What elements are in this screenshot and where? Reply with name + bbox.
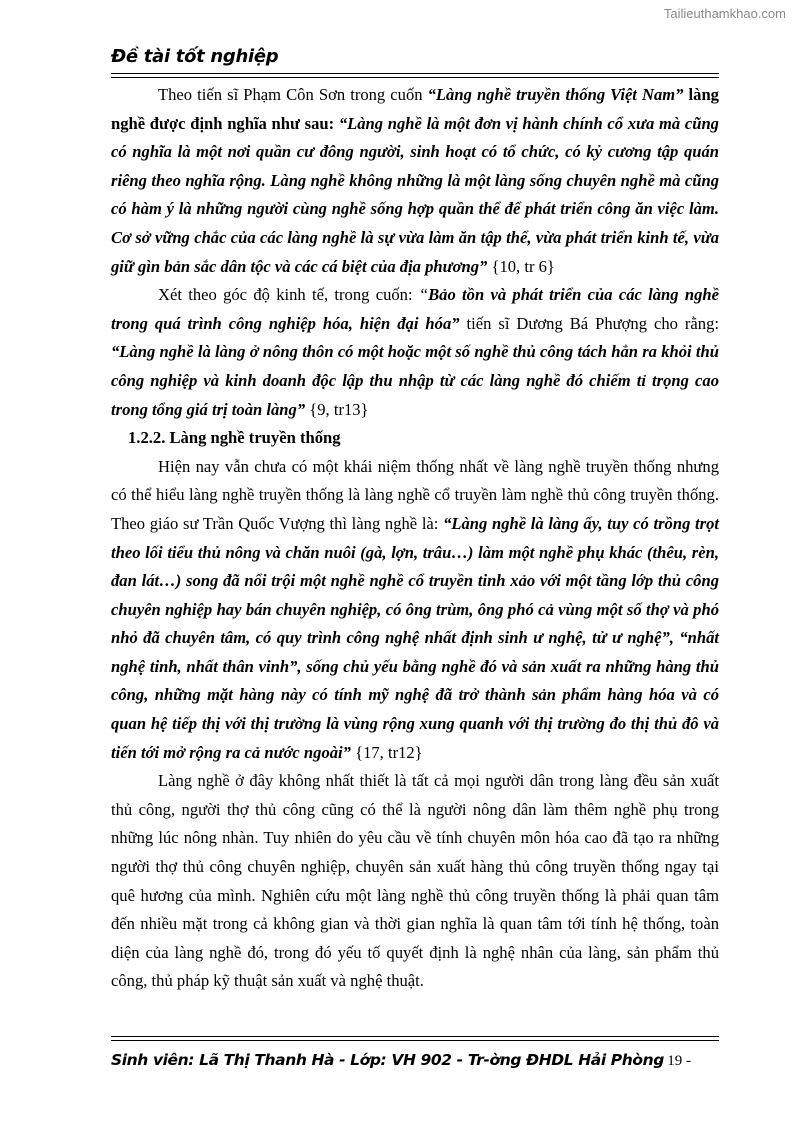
p1-quote: “Làng nghề là một đơn vị hành chính cổ xưa mà cũng có nghĩa là một nơi quần cư đông người, sinh hoạt có tổ chức, có kỷ cương tập quán riêng theo nghĩa rộng. Làng nghề không những là một làng sống chuyên nghề mà cũng có hàm ý là những người cùng nghề sống hợp quần thể để phát triển công ăn việc làm. Cơ sở vững chắc của các làng nghề là sự vừa làm ăn tập thể, vừa phát triển kinh tế, vừa giữ gìn bản sắc dân tộc và các cá biệt của địa phương” [111, 113, 719, 276]
document-body [111, 81, 719, 996]
p2-intro: Xét theo góc độ kinh tế, trong cuốn: [158, 285, 419, 305]
paragraph-1 [111, 81, 719, 281]
page-footer [111, 1051, 719, 1069]
page-header-title: Đề tài tốt nghiệp [111, 46, 279, 67]
footer-divider [111, 1036, 719, 1041]
p2-open-quote: “ [418, 285, 429, 305]
p1-lead: làng nghề được định nghĩa như sau: [111, 85, 719, 133]
p2-book-title: Bảo tồn và phát triển của các làng nghề trong quá trình công nghiệp hóa, hiện đại hóa” [111, 285, 719, 333]
paragraph-4: Làng nghề ở đây không nhất thiết là tất cả mọi người dân trong làng đều sản xuất thủ công, người thợ thủ công cũng có thể là người nông dân làm thêm nghề phụ trong những lúc nông nhàn. Tuy nhiên do yêu cầu về tính chuyên môn hóa cao đã tạo ra những người thợ thủ công chuyên nghiệp, chuyên sản xuất hàng thủ công truyền thống ngay tại quê hương của mình. Nghiên cứu một làng nghề thủ công truyền thống là phải quan tâm đến nhiều mặt trong cả không gian và thời gian nghĩa là quan tâm tới tính hệ thống, toàn diện của làng nghề đó, trong đó yếu tố quyết định là nghệ nhân của làng, sản phẩm thủ công, thủ pháp kỹ thuật sản xuất và nghệ thuật. [111, 771, 719, 991]
header-divider [111, 73, 719, 78]
footer-student-info: Sinh viên: Lã Thị Thanh Hà - Lớp: VH 902 - Tr-ờng ĐHDL Hải Phòng [111, 1051, 664, 1069]
p3-quote: “Làng nghề là làng ấy, tuy có trồng trọt theo lối tiểu thủ nông và chăn nuôi (gà, lợn, trâu…) làm một nghề phụ khác (thêu, rèn, đan lát…) song đã nổi trội một nghề nghề cổ truyền tinh xảo với một tầng lớp thủ công chuyên nghiệp hay bán chuyên nghiệp, có ông trùm, ông phó cả vùng một số thợ và phó nhỏ đã chuyên tâm, có quy trình công nghệ nhất định sinh ư nghệ, tử ư nghệ”, “nhất nghệ tinh, nhất thân vinh”, sống chủ yếu bằng nghề đó và sản xuất ra những hàng thủ công, những mặt hàng này có tính mỹ nghệ đã trở thành sản phẩm hàng hóa và có quan hệ tiếp thị với thị trường là vùng rộng xung quanh với thị trường đo thị thủ đô và tiến tới mở rộng ra cả nước ngoài” [111, 513, 719, 762]
p2-lead: tiến sĩ Dương Bá Phượng cho rằng: [459, 313, 719, 333]
p3-intro: Hiện nay vẫn chưa có một khái niệm thống nhất về làng nghề truyền thống nhưng có thể hiểu làng nghề truyền thống là làng nghề cổ truyền làm nghề thủ công truyền thống. Theo giáo sư Trần Quốc Vượng thì làng nghề là: [111, 456, 719, 533]
p2-quote: “Làng nghề là làng ở nông thôn có một hoặc một số nghề thủ công tách hẳn ra khỏi thủ công nghiệp và kinh doanh độc lập thu nhập từ các làng nghề đó chiếm tỉ trọng cao trong tổng giá trị toàn làng” [111, 342, 719, 419]
watermark-text: Tailieuthamkhao.com [663, 6, 786, 21]
p1-intro: Theo tiến sĩ Phạm Côn Sơn trong cuốn [158, 85, 428, 104]
p3-citation: {17, tr12} [350, 742, 423, 762]
p1-book-title: “Làng nghề truyền thống Việt Nam” [427, 85, 684, 104]
paragraph-2 [111, 281, 719, 424]
p1-citation: {10, tr 6} [487, 256, 555, 276]
p2-citation: {9, tr13} [305, 399, 369, 419]
section-heading: 1.2.2. Làng nghề truyền thống [128, 428, 341, 448]
page-number: - 19 - [658, 1053, 691, 1069]
paragraph-3 [111, 453, 719, 768]
